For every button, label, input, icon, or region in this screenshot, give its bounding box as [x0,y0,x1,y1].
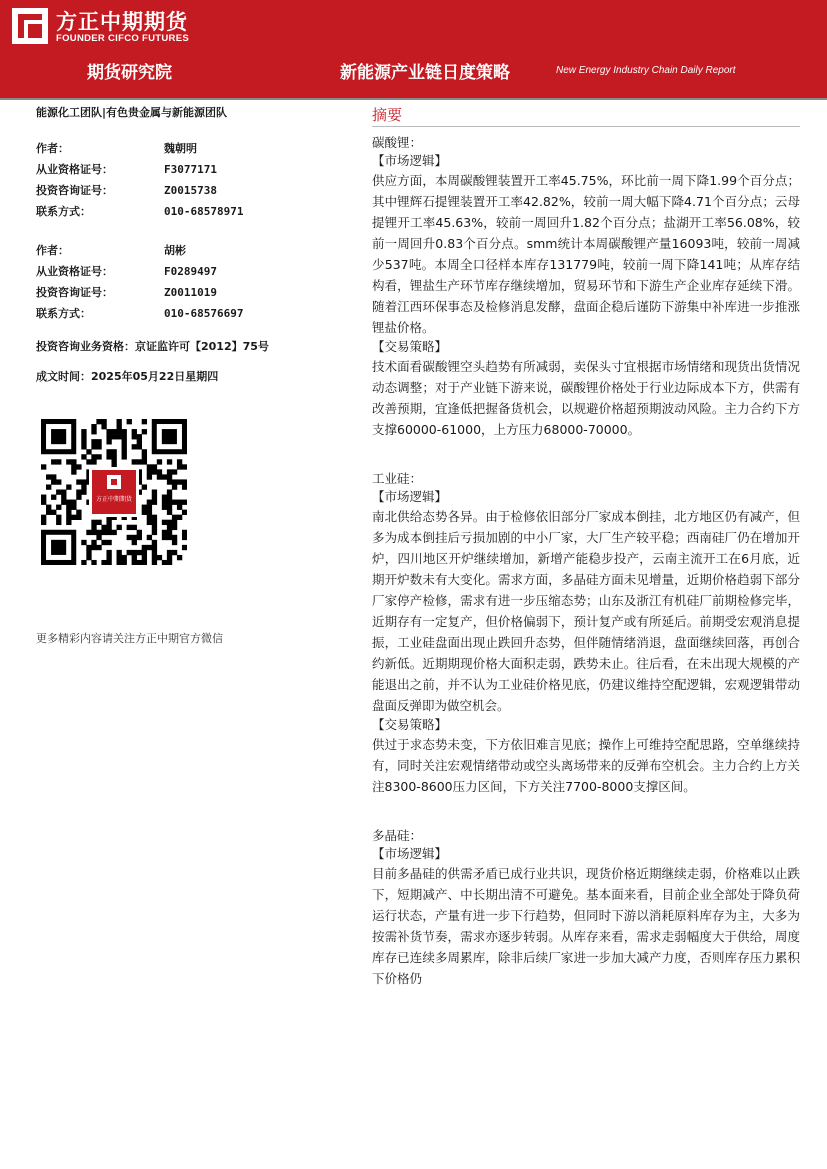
cert-label: 从业资格证号： [36,265,113,278]
author-block [36,240,326,324]
founder-logo-icon [12,8,48,44]
consult-number: Z0011019 [164,286,217,299]
brand-name-en: FOUNDER CIFCO FUTURES [56,33,189,44]
section-title: 多晶硅： [372,828,423,843]
report-title-cn: 新能源产业链日度策略 [340,63,510,83]
author-name: 魏朝明 [164,142,197,155]
author-name: 胡彬 [164,244,186,257]
cert-label: 从业资格证号： [36,163,113,176]
brand-name-cn: 方正中期期货 [56,10,188,34]
author-name-label: 作者： [36,142,69,155]
qr-center-logo-text: 方正中期期货 [95,496,133,503]
section-lithium-carbonate [372,134,800,440]
cert-number: F0289497 [164,265,217,278]
trade-strategy-tag: 【交易策略】 [372,339,448,354]
team-name: 能源化工团队|有色贵金属与新能源团队 [36,106,228,119]
section-polysilicon [372,827,800,989]
department-title: 期货研究院 [87,63,172,83]
license-info: 投资咨询业务资格：京证监许可【2012】75号 [36,340,269,353]
consult-label: 投资咨询证号： [36,286,113,299]
contact-label: 联系方式： [36,307,91,320]
abstract-divider [372,126,800,127]
trade-strategy-text: 技术面看碳酸锂空头趋势有所减弱，卖保头寸宜根据市场情绪和现货出货情况动态调整；对于产业链下游来说，碳酸锂价格处于行业边际成本下方，供需有改善预期，宜逢低把握备货机会，以规避价格超预期波动风险。主力合约下方支撑60000-61000，上方压力68000-70000。 [372,359,800,437]
author-info-panel [36,104,326,384]
abstract-panel [372,102,800,989]
market-logic-text: 供应方面，本周碳酸锂装置开工率45.75%，环比前一周下降1.99个百分点；其中锂辉石提锂装置开工率42.82%，较前一周大幅下降4.71个百分点；云母提锂开工率45.63%，较前一周回升1.82个百分点；盐湖开工率56.08%，较前一周回升0.83个百分点。smm统计本周碳酸锂产量16093吨，较前一周减少537吨。本周全口径样本库存131779吨，较前一周下降141吨；从库存结构看，锂盐生产环节库存继续增加，贸易环节和下游生产企业库存延续下滑。随着江西环保事态及检修消息发酵，盘面企稳后谨防下游集中补库进一步推涨锂盐价格。 [372,173,800,335]
header-divider [0,98,827,100]
trade-strategy-text: 供过于求态势未变，下方依旧难言见底；操作上可维持空配思路，空单继续持有，同时关注宏观情绪带动或空头离场带来的反弹布空机会。主力合约上方关注8300-8600压力区间，下方关注7700-8000支撑区间。 [372,737,800,794]
report-date: 成文时间：2025年05月22日星期四 [36,370,219,383]
author-name-label: 作者： [36,244,69,257]
trade-strategy-tag: 【交易策略】 [372,717,448,732]
contact-phone: 010-68578971 [164,205,244,218]
qr-caption: 更多精彩内容请关注方正中期官方微信 [36,632,223,645]
market-logic-tag: 【市场逻辑】 [372,489,448,504]
contact-label: 联系方式： [36,205,91,218]
consult-number: Z0015738 [164,184,217,197]
market-logic-text: 南北供给态势各异。由于检修依旧部分厂家成本倒挂，北方地区仍有减产，但多为成本倒挂后亏损加剧的中小厂家，大厂生产较平稳；西南硅厂仍在增加开炉，四川地区开炉继续增加，新增产能稳步投产，云南主流开工在6月底，近期开炉数未有大变化。需求方面，多晶硅方面未见增量，近期价格趋弱下部分厂家停产检修，需求有进一步压缩态势；山东及浙江有机硅厂前期检修完毕，近期存有一定复产，但价格偏弱下，预计复产或有所延后。前期受宏观消息提振，工业硅盘面出现止跌回升态势，但伴随情绪消退，盘面继续回落，再创合约新低。近期期现价格大面积走弱，跌势未止。往后看，在未出现大规模的产能退出之前，并不认为工业硅价格见底，仍建议维持空配逻辑，宏观逻辑带动盘面反弹即为做空机会。 [372,509,800,713]
wechat-qr-code [41,419,187,565]
market-logic-tag: 【市场逻辑】 [372,153,448,168]
cert-number: F3077171 [164,163,217,176]
market-logic-text: 目前多晶硅的供需矛盾已成行业共识，现货价格近期继续走弱，价格难以止跌下，短期减产、中长期出清不可避免。基本面来看，目前企业全部处于降负荷运行状态，产量有进一步下行趋势，但同时下游以消耗原料库存为主，大多为按需补货节奏，需求亦逐步转弱。从库存来看，需求走弱幅度大于供给，周度库存已连续多周累库，除非后续厂家进一步加大减产力度，否则库存压力累积下价格仍 [372,866,800,986]
author-block [36,138,326,222]
report-header [0,0,827,98]
section-title: 碳酸锂： [372,135,423,150]
abstract-title: 摘要 [372,106,403,124]
section-title: 工业硅： [372,471,423,486]
contact-phone: 010-68576697 [164,307,244,320]
section-industrial-silicon [372,470,800,797]
market-logic-tag: 【市场逻辑】 [372,846,448,861]
report-title-en: New Energy Industry Chain Daily Report [556,65,736,76]
consult-label: 投资咨询证号： [36,184,113,197]
